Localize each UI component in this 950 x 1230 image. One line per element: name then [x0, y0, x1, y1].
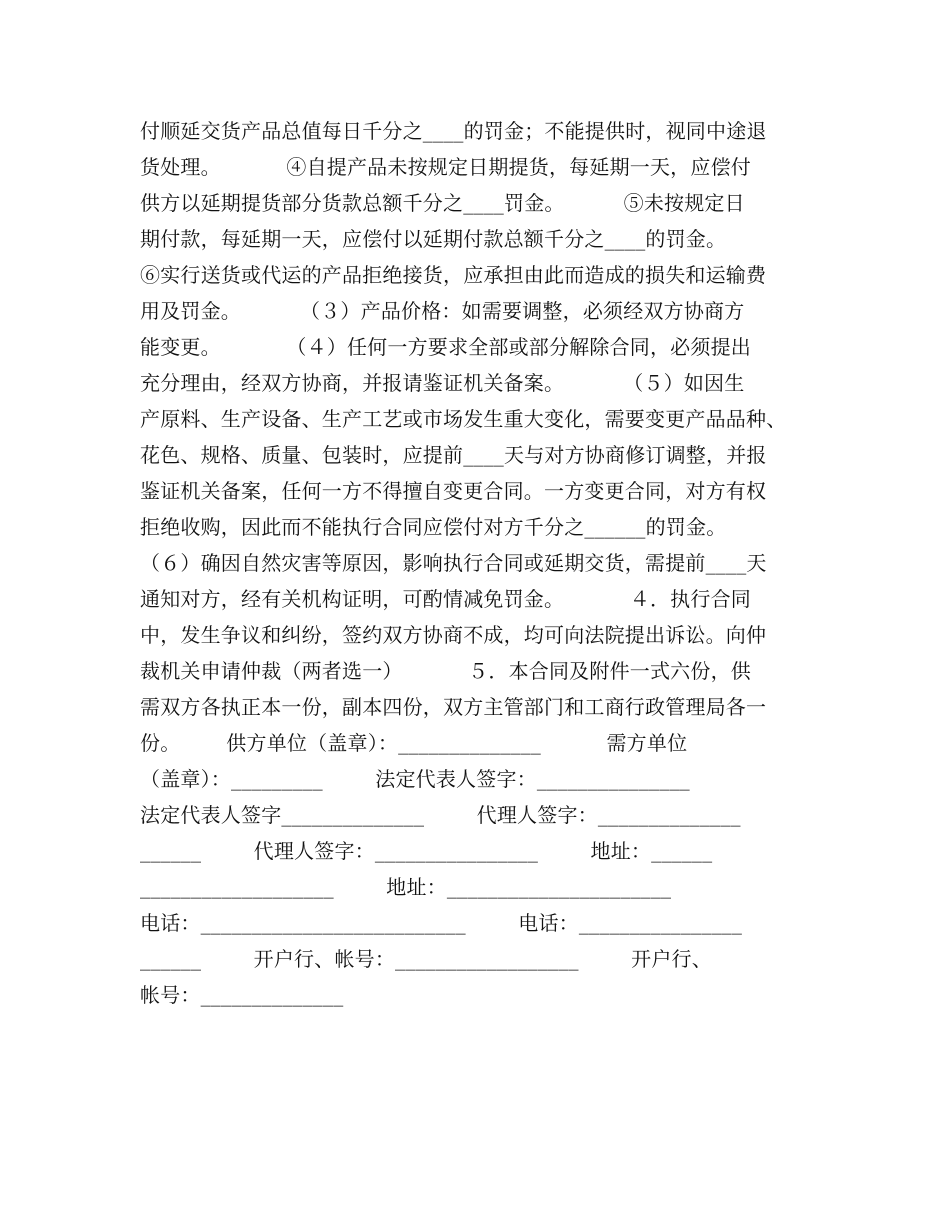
signature-block-line: ______ 开户行、帐号：__________________ 开户行、 [140, 947, 712, 971]
text-line: ⑥实行送货或代运的产品拒绝接货，应承担由此而造成的损失和运输费 [140, 263, 767, 287]
text-line: 充分理由，经双方协商，并报请鉴证机关备案。 （５）如因生 [140, 371, 745, 395]
text-line: 能变更。 （４）任何一方要求全部或部分解除合同，必须提出 [140, 335, 751, 359]
text-line: 用及罚金。 （３）产品价格：如需要调整，必须经双方协商方 [140, 299, 745, 323]
signature-block-line: ___________________ 地址：______________________ [140, 875, 672, 899]
text-line: 供方以延期提货部分货款总额千分之____罚金。 ⑤未按规定日 [140, 191, 745, 215]
signature-block-line: ______ 代理人签字：________________ 地址：______ [140, 839, 713, 863]
text-line: 通知对方，经有关机构证明，可酌情减免罚金。 ４．执行合同 [140, 587, 751, 611]
text-line: 需双方各执正本一份，副本四份，双方主管部门和工商行政管理局各一 [140, 695, 767, 719]
signature-block-line: 法定代表人签字______________ 代理人签字：______________ [140, 803, 741, 827]
text-line: 裁机关申请仲裁（两者选一） ５．本合同及附件一式六份，供 [140, 659, 751, 683]
text-line: 鉴证机关备案，任何一方不得擅自变更合同。一方变更合同，对方有权 [140, 479, 767, 503]
text-line: 产原料、生产设备、生产工艺或市场发生重大变化，需要变更产品品种、 [140, 407, 787, 431]
signature-block-line: （盖章）：_________ 法定代表人签字：_______________ [140, 767, 690, 791]
text-line: 中，发生争议和纠纷，签约双方协商不成，均可向法院提出诉讼。向仲 [140, 623, 767, 647]
signature-block-line: 电话：__________________________ 电话：________________ [140, 911, 743, 935]
text-line: 拒绝收购，因此而不能执行合同应偿付对方千分之______的罚金。 [140, 515, 727, 539]
signature-block-line: 帐号：______________ [140, 983, 344, 1007]
text-line: （６）确因自然灾害等原因，影响执行合同或延期交货，需提前____天 [140, 551, 767, 575]
text-line: 花色、规格、质量、包装时，应提前____天与对方协商修订调整，并报 [140, 443, 767, 467]
text-line: 货处理。 ④自提产品未按规定日期提货，每延期一天，应偿付 [140, 155, 751, 179]
signature-block-line: 份。 供方单位（盖章）：______________ 需方单位 [140, 731, 688, 755]
text-line: 期付款，每延期一天，应偿付以延期付款总额千分之____的罚金。 [140, 227, 727, 251]
text-line: 付顺延交货产品总值每日千分之____的罚金；不能提供时，视同中途退 [140, 119, 767, 143]
